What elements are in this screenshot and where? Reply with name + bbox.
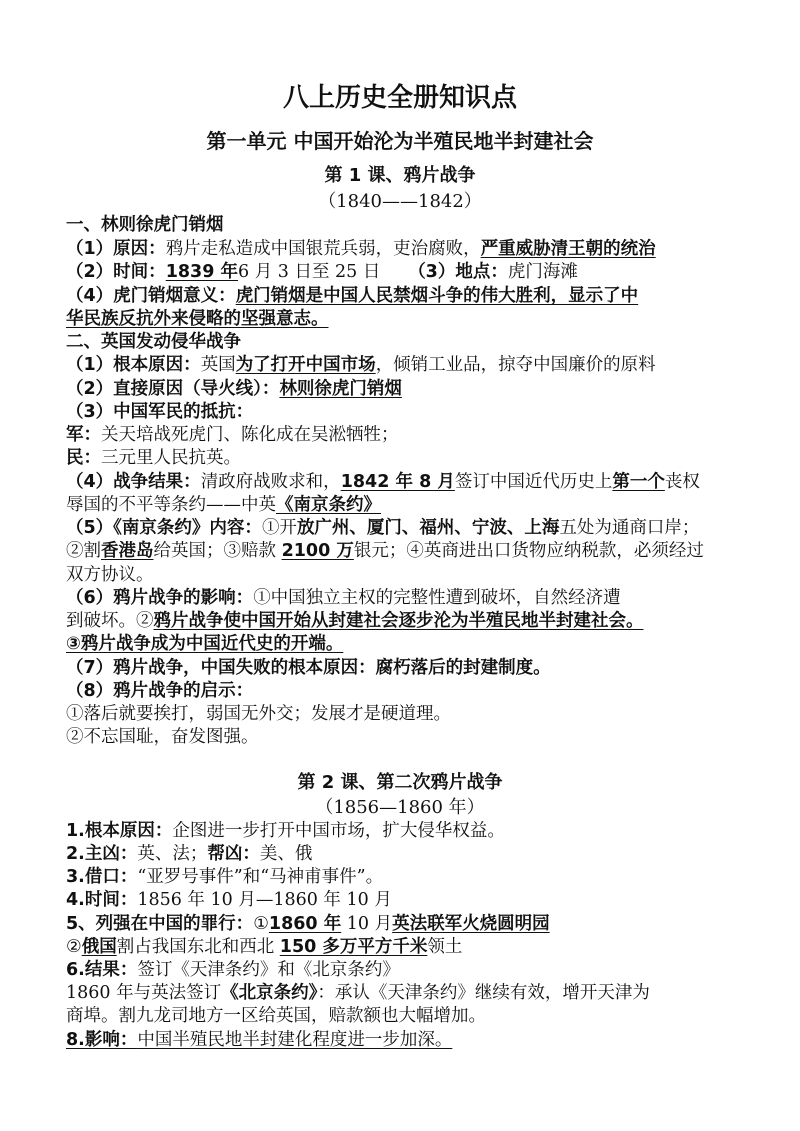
text-line: （7）鸦片战争，中国失败的根本原因：腐朽落后的封建制度。 bbox=[66, 658, 551, 678]
unit-title: 第一单元 中国开始沦为半殖民地半封建社会 bbox=[206, 129, 594, 153]
text-line: 6.结果：签订《天津条约》和《北京条约》 bbox=[66, 960, 400, 980]
text-line: 华民族反抗外来侵略的坚强意志。 bbox=[66, 309, 329, 329]
text-line: 3.借口：“亚罗号事件”和“马神甫事件”。 bbox=[66, 867, 384, 887]
text-line: （1）原因：鸦片走私造成中国银荒兵弱，吏治腐败，严重威胁清王朝的统治 bbox=[66, 239, 656, 259]
text-line: （3）中国军民的抵抗： bbox=[66, 402, 254, 422]
text-line: 2.主凶：英、法；帮凶：美、俄 bbox=[66, 844, 313, 864]
text-line: （2）时间：1839 年6 月 3 日至 25 日 （3）地点：虎门海滩 bbox=[66, 262, 578, 282]
text-line: 4.时间：1856 年 10 月—1860 年 10 月 bbox=[66, 890, 392, 910]
text-line: （2）直接原因（导火线）：林则徐虎门销烟 bbox=[66, 379, 402, 399]
text-line: （1）根本原因：英国为了打开中国市场，倾销工业品，掠夺中国廉价的原料 bbox=[66, 355, 656, 375]
lesson1-title: 第 1 课、鸦片战争 bbox=[324, 165, 476, 186]
section-heading: 二、英国发动侵华战争 bbox=[66, 332, 241, 352]
text-line: （5）《南京条约》内容：①开放广州、厦门、福州、宁波、上海五处为通商口岸； bbox=[66, 518, 700, 538]
text-line: ①落后就要挨打，弱国无外交；发展才是硬道理。 bbox=[66, 704, 451, 724]
text-line: 1.根本原因：企图进一步打开中国市场，扩大侵华权益。 bbox=[66, 821, 505, 841]
lesson2-period: （1856—1860 年） bbox=[315, 797, 485, 818]
text-line: 双方协议。 bbox=[66, 565, 154, 585]
lesson2-title: 第 2 课、第二次鸦片战争 bbox=[297, 772, 503, 793]
text-line: 辱国的不平等条约——中英《南京条约》 bbox=[66, 495, 381, 515]
text-line: （6）鸦片战争的影响：①中国独立主权的完整性遭到破坏，自然经济遭 bbox=[66, 588, 621, 608]
text-line: 1860 年与英法签订《北京条约》：承认《天津条约》继续有效，增开天津为 bbox=[66, 983, 650, 1003]
section-heading: 一、林则徐虎门销烟 bbox=[66, 215, 224, 235]
text-line: ③鸦片战争成为中国近代史的开端。 bbox=[66, 634, 344, 654]
text-line: 5、列强在中国的罪行：①1860 年 10 月英法联军火烧圆明园 bbox=[66, 914, 550, 934]
text-line: 商埠。割九龙司地方一区给英国，赔款额也大幅增加。 bbox=[66, 1006, 486, 1026]
text-line: （4）战争结果：清政府战败求和，1842 年 8 月签订中国近代历史上第一个丧权 bbox=[66, 472, 700, 492]
text-line: ②不忘国耻，奋发图强。 bbox=[66, 727, 259, 747]
text-line: ②俄国割占我国东北和西北 150 多万平方千米领土 bbox=[66, 937, 463, 957]
text-line: 军：关天培战死虎门、陈化成在吴淞牺牲； bbox=[66, 425, 399, 445]
text-line: 到破坏。②鸦片战争使中国开始从封建社会逐步沦为半殖民地半封建社会。 bbox=[66, 611, 644, 631]
text-line: （4）虎门销烟意义：虎门销烟是中国人民禁烟斗争的伟大胜利，显示了中 bbox=[66, 286, 639, 306]
text-line: 民：三元里人民抗英。 bbox=[66, 448, 241, 468]
text-line: （8）鸦片战争的启示： bbox=[66, 681, 254, 701]
page-title: 八上历史全册知识点 bbox=[282, 83, 517, 113]
lesson1-period: （1840——1842） bbox=[318, 191, 482, 212]
text-line: ②割香港岛给英国；③赔款 2100 万银元；④英商进出口货物应纳税款，必须经过 bbox=[66, 541, 704, 561]
text-line: 8.影响：中国半殖民地半封建化程度进一步加深。 bbox=[66, 1030, 453, 1050]
